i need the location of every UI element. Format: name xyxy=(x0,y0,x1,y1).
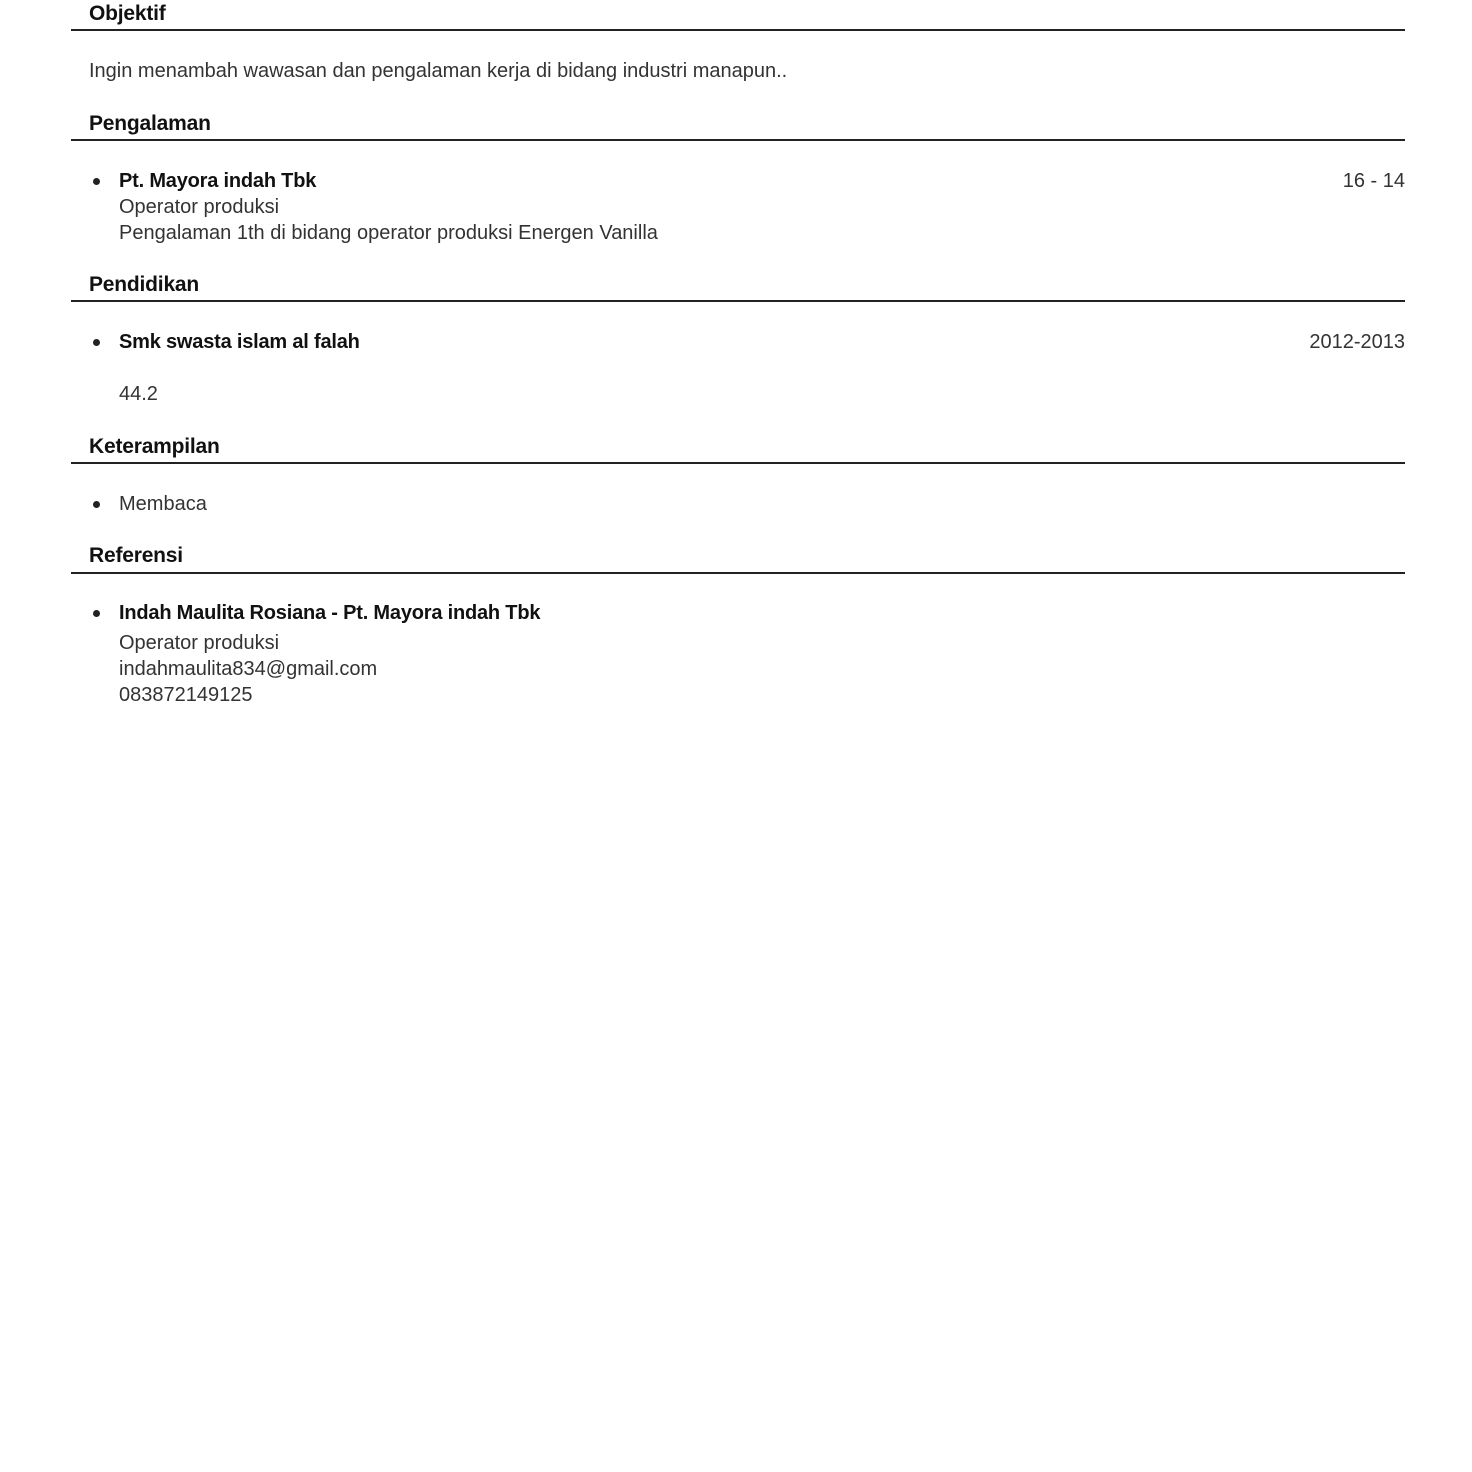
education-score: 44.2 xyxy=(119,383,158,405)
experience-position: Operator produksi xyxy=(119,196,280,218)
reference-item xyxy=(71,600,1405,708)
reference-name: Indah Maulita Rosiana - Pt. Mayora indah Tbk xyxy=(119,602,541,624)
section-divider xyxy=(71,462,1405,464)
education-item xyxy=(71,329,1405,407)
section-divider xyxy=(71,29,1405,31)
section-title-skills: Keterampilan xyxy=(89,435,220,458)
objective-text: Ingin menambah wawasan dan pengalaman kerja di bidang industri manapun.. xyxy=(89,60,788,82)
reference-phone: 083872149125 xyxy=(119,684,253,706)
experience-item xyxy=(71,168,1405,246)
education-school: Smk swasta islam al falah xyxy=(119,331,360,353)
section-title-objective: Objektif xyxy=(89,2,166,25)
section-title-experience: Pengalaman xyxy=(89,112,211,135)
reference-position: Operator produksi xyxy=(119,632,280,654)
section-title-education: Pendidikan xyxy=(89,273,200,296)
bullet-icon xyxy=(93,339,100,346)
skill-item xyxy=(71,491,1405,517)
education-date: 2012-2013 xyxy=(1309,331,1405,353)
section-divider xyxy=(71,300,1405,302)
bullet-icon xyxy=(93,610,100,617)
reference-email: indahmaulita834@gmail.com xyxy=(119,658,378,680)
bullet-icon xyxy=(93,501,100,508)
experience-description: Pengalaman 1th di bidang operator produksi Energen Vanilla xyxy=(119,222,658,244)
experience-date: 16 - 14 xyxy=(1342,170,1405,192)
section-divider xyxy=(71,572,1405,574)
section-divider xyxy=(71,139,1405,141)
bullet-icon xyxy=(93,178,100,185)
section-title-references: Referensi xyxy=(89,544,183,567)
experience-company: Pt. Mayora indah Tbk xyxy=(119,170,317,192)
skill-label: Membaca xyxy=(119,493,207,515)
